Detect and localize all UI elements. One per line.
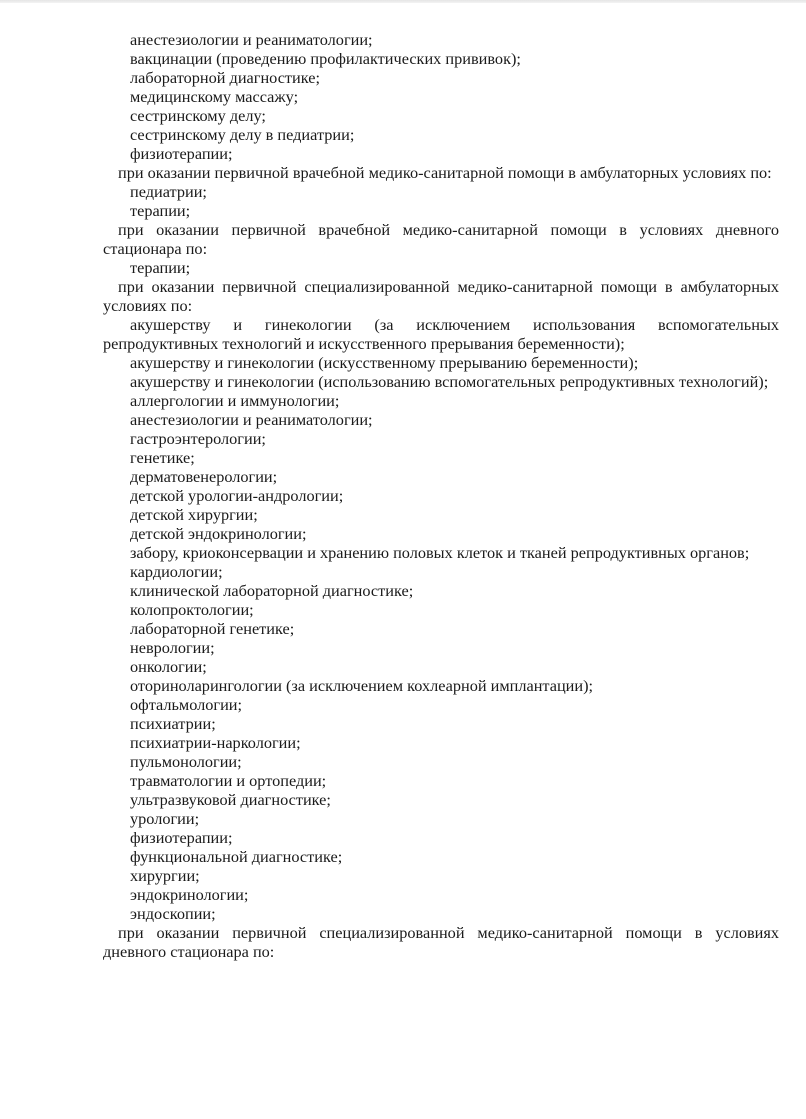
paragraph-item: физиотерапии; [130, 144, 233, 163]
paragraph-item: онкологии; [130, 657, 207, 676]
paragraph-item: сестринскому делу в педиатрии; [130, 125, 355, 144]
paragraph-item: лабораторной диагностике; [130, 68, 321, 87]
paragraph-item: психиатрии-наркологии; [130, 733, 301, 752]
paragraph-item: колопроктологии; [130, 600, 254, 619]
paragraph-item: педиатрии; [130, 182, 207, 201]
paragraph-section: при оказании первичной врачебной медико-санитарной помощи в амбулаторных условиях по: [118, 163, 772, 182]
paragraph-item: урологии; [130, 809, 200, 828]
paragraph-item: пульмонологии; [130, 752, 242, 771]
paragraph-item: неврологии; [130, 638, 215, 657]
page-top-edge [0, 0, 806, 3]
paragraph-item: детской хирургии; [130, 505, 258, 524]
paragraph-section: при оказании первичной врачебной медико-санитарной помощи в условиях дневного стационара по: [103, 220, 779, 258]
paragraph-item: терапии; [130, 258, 191, 277]
paragraph-item: оториноларингологии (за исключением кохлеарной имплантации); [130, 676, 594, 695]
paragraph-item: анестезиологии и реаниматологии; [130, 30, 373, 49]
paragraph-item: анестезиологии и реаниматологии; [130, 410, 373, 429]
paragraph-item: аллергологии и иммунологии; [130, 391, 340, 410]
document-body [103, 30, 779, 961]
paragraph-item: клинической лабораторной диагностике; [130, 581, 414, 600]
paragraph-item: функциональной диагностике; [130, 847, 343, 866]
paragraph-item: забору, криоконсервации и хранению половых клеток и тканей репродуктивных органов; [130, 543, 750, 562]
paragraph-item: терапии; [130, 201, 191, 220]
paragraph-item: детской урологии-андрологии; [130, 486, 344, 505]
paragraph-section: при оказании первичной специализированной медико-санитарной помощи в амбулаторных условиях по: [103, 277, 779, 315]
paragraph-item: эндокринологии; [130, 885, 249, 904]
paragraph-item: дерматовенерологии; [130, 467, 278, 486]
paragraph-item: гастроэнтерологии; [130, 429, 266, 448]
paragraph-item: вакцинации (проведению профилактических прививок); [130, 49, 521, 68]
paragraph-item: медицинскому массажу; [130, 87, 299, 106]
paragraph-item: детской эндокринологии; [130, 524, 307, 543]
paragraph-item: сестринскому делу; [130, 106, 266, 125]
paragraph-item: офтальмологии; [130, 695, 243, 714]
paragraph-item: физиотерапии; [130, 828, 233, 847]
paragraph-item: хирургии; [130, 866, 200, 885]
paragraph-item: ультразвуковой диагностике; [130, 790, 331, 809]
paragraph-item: лабораторной генетике; [130, 619, 295, 638]
paragraph-item: акушерству и гинекологии (использованию вспомогательных репродуктивных технологий); [130, 372, 769, 391]
paragraph-item: психиатрии; [130, 714, 216, 733]
paragraph-item: акушерству и гинекологии (искусственному прерыванию беременности); [130, 353, 639, 372]
paragraph-item: травматологии и ортопедии; [130, 771, 327, 790]
paragraph-item: кардиологии; [130, 562, 223, 581]
paragraph-item: акушерству и гинекологии (за исключением использования вспомогательных репродуктивных технологий и искусственного прерывания беременности); [103, 315, 779, 353]
paragraph-item: генетике; [130, 448, 195, 467]
paragraph-section: при оказании первичной специализированной медико-санитарной помощи в условиях дневного стационара по: [103, 923, 779, 961]
paragraph-item: эндоскопии; [130, 904, 216, 923]
